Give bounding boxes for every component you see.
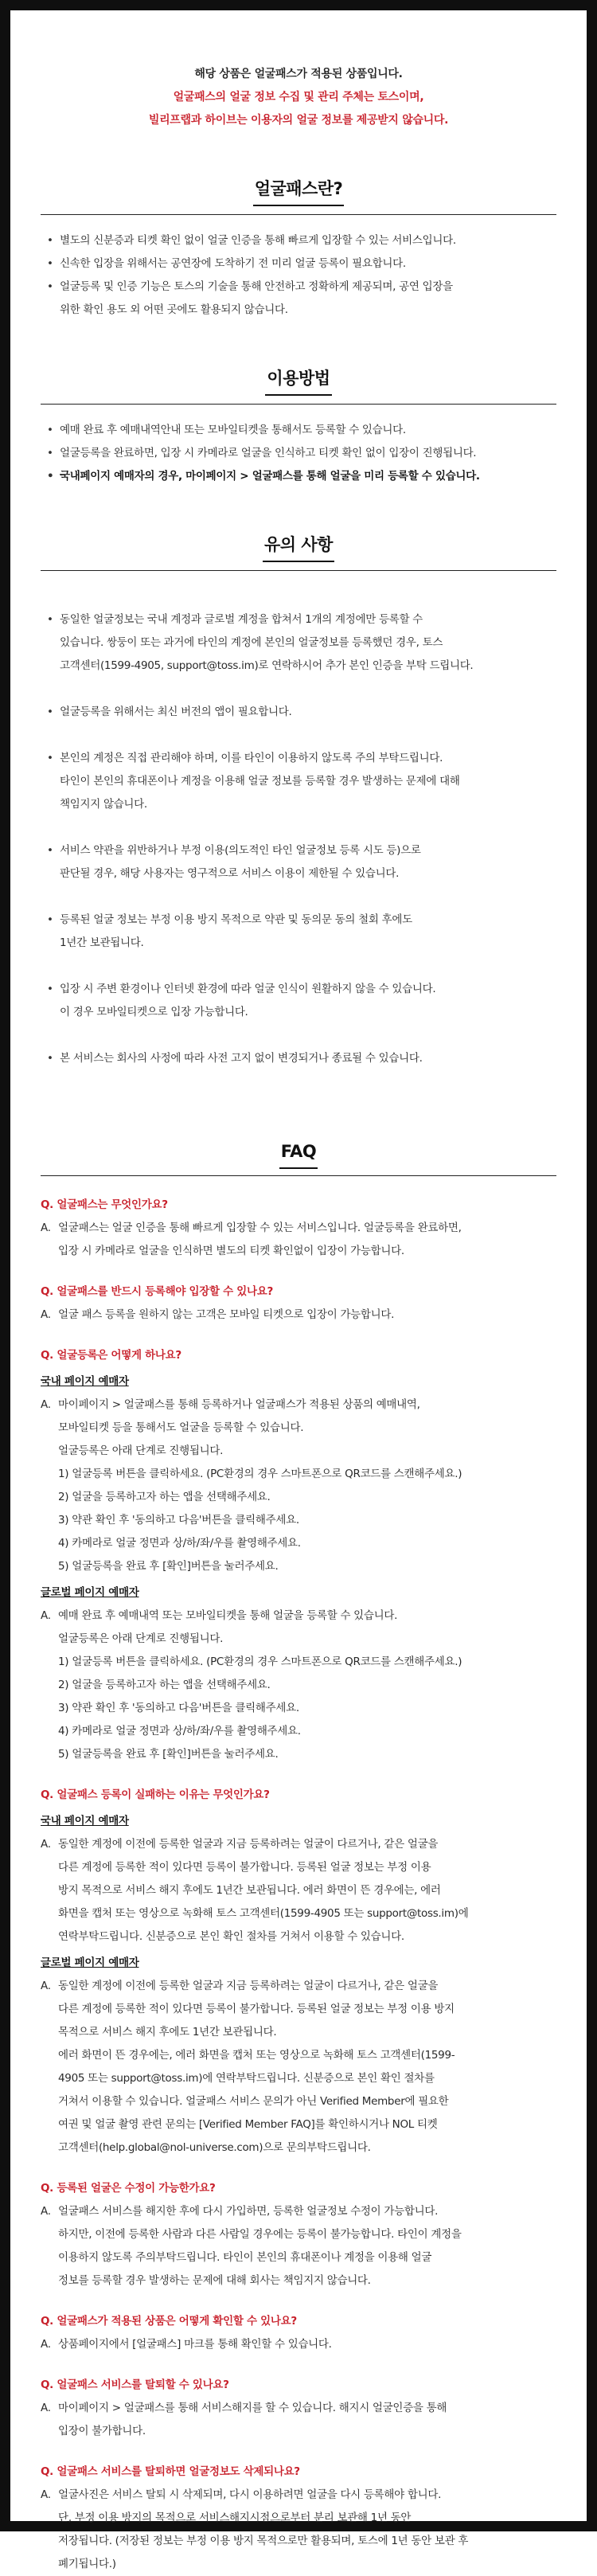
caution-title: 유의 사항 — [263, 533, 334, 562]
faq-answer-text: 마이페이지 > 얼굴패스를 통해 등록하거나 얼굴패스가 적용된 상품의 예매내역, 모바일티켓 등을 통해서도 얼굴을 등록할 수 있습니다. 얼굴등록은 아래 단계로 진행됩니다. 1) 얼굴등록 버튼을 클릭하세요. (PC환경의 경우 스마트폰으로 QR코드를 스캔해주세요.) 2) 얼굴을 등록하고자 하는 앱을 선택해주세요. 3) 약관 확인 후 '동의하고 다음'버튼을 클릭해주세요. 4) 카메라로 얼굴 정면과 상/하/좌/우를 촬영해주세요. 5) 얼굴등록을 완료 후 [확인]버튼을 눌러주세요. — [58, 1398, 462, 1573]
caution-item-text: 동일한 얼굴정보는 국내 계정과 글로벌 계정을 합쳐서 1개의 계정에만 등록할 수 있습니다. 쌍둥이 또는 과거에 타인의 계정에 본인의 얼굴정보를 등록했던 경우, 토스 고객센터(1599-4905, support@toss.im)로 연락하시어 추가 본인 인증을 부탁 드립니다. — [60, 613, 474, 672]
answer-mark: A. — [41, 1980, 51, 1992]
faq-entry — [41, 1784, 556, 2160]
notice-line-2: 얼굴패스의 얼굴 정보 수집 및 관리 주체는 토스이며, — [173, 91, 424, 104]
faq-divider — [41, 1175, 556, 1176]
notice-line-1: 해당 상품은 얼굴패스가 적용된 상품입니다. — [194, 68, 403, 80]
usage-item-text: 얼굴등록을 완료하면, 입장 시 카메라로 얼굴을 인식하고 티켓 확인 없이 입장이 진행됩니다. — [60, 447, 477, 459]
usage-item — [41, 419, 556, 442]
answer-mark: A. — [41, 1609, 51, 1622]
faq-question: Q. 얼굴패스가 적용된 상품은 어떻게 확인할 수 있나요? — [41, 2315, 297, 2328]
about-item — [41, 252, 556, 276]
usage-item-text: 예매 완료 후 예매내역안내 또는 모바일티켓을 통해서도 등록할 수 있습니다. — [60, 424, 406, 436]
faq-entry — [41, 2310, 556, 2356]
faq-answer — [41, 2484, 556, 2576]
faq-subheading-text: 글로벌 페이지 예매자 — [41, 1956, 139, 1969]
faq-header — [41, 1139, 556, 1169]
faq-entry — [41, 1344, 556, 1766]
faq-question: Q. 얼굴패스 서비스를 탈퇴할 수 있나요? — [41, 2379, 229, 2391]
faq-entry — [41, 2177, 556, 2293]
faq-answer-text: 얼굴패스 서비스를 해지한 후에 다시 가입하면, 등록한 얼굴정보 수정이 가능합니다. 하지만, 이전에 등록한 사람과 다른 사람일 경우에는 등록이 불가능합니다. 타인이 계정을 이용하지 않도록 주의부탁드립니다. 타인이 본인의 휴대폰이나 계정을 이용해 얼굴 정보를 등록할 경우 발생하는 문제에 대해 회사는 책임지지 않습니다. — [58, 2205, 462, 2287]
caution-header — [41, 533, 556, 562]
faq-question: Q. 얼굴등록은 어떻게 하나요? — [41, 1349, 181, 1362]
about-divider — [41, 214, 556, 215]
about-item-text: 얼굴등록 및 인증 기능은 토스의 기술을 통해 안전하고 정확하게 제공되며, 공연 입장을 위한 확인 용도 외 어떤 곳에도 활용되지 않습니다. — [60, 280, 453, 316]
faq-question: Q. 얼굴패스를 반드시 등록해야 입장할 수 있나요? — [41, 1285, 274, 1298]
faq-question: Q. 얼굴패스는 무엇인가요? — [41, 1198, 168, 1211]
faq-answer-text: 동일한 계정에 이전에 등록한 얼굴과 지금 등록하려는 얼굴이 다르거나, 같은 얼굴을 다른 계정에 등록한 적이 있다면 등록이 불가합니다. 등록된 얼굴 정보는 부정 이용 방지 목적으로 서비스 해지 후에도 1년간 보관됩니다. 에러 화면이 뜬 경우에는, 에러 화면을 캡처 또는 영상으로 녹화해 토스 고객센터(1599-4905 또는 support@toss.im)에 연락부탁드립니다. 신분증으로 본인 확인 절차를 거쳐서 이용할 수 있습니다. — [58, 1838, 469, 1943]
answer-mark: A. — [41, 2402, 51, 2414]
faq-subheading — [41, 1581, 556, 1605]
faq-subheading-text: 국내 페이지 예매자 — [41, 1815, 129, 1827]
caution-item — [41, 1047, 556, 1070]
about-item-text: 신속한 입장을 위해서는 공연장에 도착하기 전 미리 얼굴 등록이 필요합니다. — [60, 257, 406, 270]
faq-entry — [41, 2374, 556, 2443]
caution-item-text: 본인의 계정은 직접 관리해야 하며, 이를 타인이 이용하지 않도록 주의 부탁드립니다. 타인이 본인의 휴대폰이나 계정을 이용해 얼굴 정보를 등록할 경우 발생하는 문제에 대해 책임지지 않습니다. — [60, 752, 460, 811]
caution-item-text: 서비스 약관을 위반하거나 부정 이용(의도적인 타인 얼굴정보 등록 시도 등)으로 판단될 경우, 해당 사용자는 영구적으로 서비스 이용이 제한될 수 있습니다. — [60, 844, 421, 880]
caution-item — [41, 701, 556, 724]
faq-answer — [41, 2333, 556, 2356]
about-item — [41, 229, 556, 252]
answer-mark: A. — [41, 1838, 51, 1851]
faq-question: Q. 얼굴패스 등록이 실패하는 이유는 무엇인가요? — [41, 1788, 270, 1801]
faq-answer — [41, 1605, 556, 1766]
faq-entry — [41, 1194, 556, 1263]
caution-item — [41, 978, 556, 1024]
usage-divider — [41, 404, 556, 405]
caution-item-text: 얼굴등록을 위해서는 최신 버전의 앱이 필요합니다. — [60, 706, 292, 718]
faq-answer — [41, 1833, 556, 1949]
faq-answer — [41, 1394, 556, 1578]
faq-subheading — [41, 1810, 556, 1833]
faq-answer-text: 동일한 계정에 이전에 등록한 얼굴과 지금 등록하려는 얼굴이 다르거나, 같은 얼굴을 다른 계정에 등록한 적이 있다면 등록이 불가합니다. 등록된 얼굴 정보는 부정 이용 방지 목적으로 서비스 해지 후에도 1년간 보관됩니다. 에러 화면이 뜬 경우에는, 에러 화면을 캡처 또는 영상으로 녹화해 토스 고객센터(1599- 4905 또는 support@toss.im)에 연락부탁드립니다. 신분증으로 본인 확인 절차를 거쳐서 이용할 수 있습니다. 얼굴패스 서비스 문의가 아닌 Verified Member에 필요한 여권 및 얼굴 촬영 관련 문의는 [Verified Member FAQ]를 확인하시거나 NOL 티켓 고객센터(help.global@nol-universe.com)으로 문의부탁드립니다. — [58, 1980, 455, 2154]
faq-subheading-text: 국내 페이지 예매자 — [41, 1375, 129, 1388]
answer-mark: A. — [41, 2338, 51, 2351]
faq-answer — [41, 1217, 556, 1263]
usage-item-text: 국내페이지 예매자의 경우, 마이페이지 > 얼굴패스를 통해 얼굴을 미리 등록할 수 있습니다. — [60, 470, 480, 483]
faq-subheading — [41, 1952, 556, 1975]
faq-subheading-text: 글로벌 페이지 예매자 — [41, 1586, 139, 1599]
faq-question: Q. 등록된 얼굴은 수정이 가능한가요? — [41, 2182, 216, 2195]
faq-title: FAQ — [279, 1139, 318, 1169]
caution-item-text: 등록된 얼굴 정보는 부정 이용 방지 목적으로 약관 및 동의문 동의 철회 후에도 1년간 보관됩니다. — [60, 913, 412, 949]
about-item — [41, 276, 556, 322]
faq-answer-text: 상품페이지에서 [얼굴패스] 마크를 통해 확인할 수 있습니다. — [58, 2338, 332, 2351]
notice-sheet — [10, 10, 587, 2570]
top-notice — [41, 63, 556, 132]
caution-item-text: 본 서비스는 회사의 사정에 따라 사전 고지 없이 변경되거나 종료될 수 있습니다. — [60, 1052, 423, 1065]
faq-answer-text: 예매 완료 후 예매내역 또는 모바일티켓을 통해 얼굴을 등록할 수 있습니다. 얼굴등록은 아래 단계로 진행됩니다. 1) 얼굴등록 버튼을 클릭하세요. (PC환경의 경우 스마트폰으로 QR코드를 스캔해주세요.) 2) 얼굴을 등록하고자 하는 앱을 선택해주세요. 3) 약관 확인 후 '동의하고 다음'버튼을 클릭해주세요. 4) 카메라로 얼굴 정면과 상/하/좌/우를 촬영해주세요. 5) 얼굴등록을 완료 후 [확인]버튼을 눌러주세요. — [58, 1609, 462, 1761]
usage-item — [41, 465, 556, 488]
faq-answer-text: 얼굴사진은 서비스 탈퇴 시 삭제되며, 다시 이용하려면 얼굴을 다시 등록해야 합니다. 단, 부정 이용 방지의 목적으로 서비스해지시점으로부터 분리 보관해 1년 동안 저장됩니다. (저장된 정보는 부정 이용 방지 목적으로만 활용되며, 토스에 1년 동안 보관 후 폐기됩니다.) — [58, 2488, 469, 2570]
answer-mark: A. — [41, 2205, 51, 2218]
notice-line-3: 빌리프랩과 하이브는 이용자의 얼굴 정보를 제공받지 않습니다. — [148, 114, 449, 127]
caution-item — [41, 909, 556, 955]
caution-item — [41, 608, 556, 678]
usage-item — [41, 442, 556, 465]
about-header — [41, 177, 556, 206]
faq-answer-text: 얼굴 패스 등록을 원하지 않는 고객은 모바일 티켓으로 입장이 가능합니다. — [58, 1308, 395, 1321]
faq-entry — [41, 2461, 556, 2576]
usage-title: 이용방법 — [265, 366, 331, 396]
caution-item — [41, 747, 556, 816]
faq-answer-text: 마이페이지 > 얼굴패스를 통해 서비스해지를 할 수 있습니다. 해지시 얼굴인증을 통해 입장이 불가합니다. — [58, 2402, 447, 2437]
usage-header — [41, 366, 556, 396]
faq-answer — [41, 1975, 556, 2160]
faq-question: Q. 얼굴패스 서비스를 탈퇴하면 얼굴정보도 삭제되나요? — [41, 2465, 300, 2478]
caution-list — [41, 585, 556, 1093]
answer-mark: A. — [41, 2488, 51, 2501]
faq-subheading — [41, 1370, 556, 1394]
answer-mark: A. — [41, 1222, 51, 1234]
caution-divider — [41, 570, 556, 571]
faq-entry — [41, 1280, 556, 1327]
faq-answer — [41, 1304, 556, 1327]
usage-list — [41, 419, 556, 488]
faq-answer — [41, 2397, 556, 2443]
faq-answer — [41, 2200, 556, 2293]
faq-answer-text: 얼굴패스는 얼굴 인증을 통해 빠르게 입장할 수 있는 서비스입니다. 얼굴등록을 완료하면, 입장 시 카메라로 얼굴을 인식하면 별도의 티켓 확인없이 입장이 가능합니다. — [58, 1222, 462, 1257]
caution-item-text: 입장 시 주변 환경이나 인터넷 환경에 따라 얼굴 인식이 원활하지 않을 수 있습니다. 이 경우 모바일티켓으로 입장 가능합니다. — [60, 983, 436, 1018]
answer-mark: A. — [41, 1308, 51, 1321]
about-item-text: 별도의 신분증과 티켓 확인 없이 얼굴 인증을 통해 빠르게 입장할 수 있는 서비스입니다. — [60, 234, 456, 247]
about-title: 얼굴패스란? — [253, 177, 345, 206]
caution-item — [41, 839, 556, 885]
answer-mark: A. — [41, 1398, 51, 1411]
about-list — [41, 229, 556, 322]
